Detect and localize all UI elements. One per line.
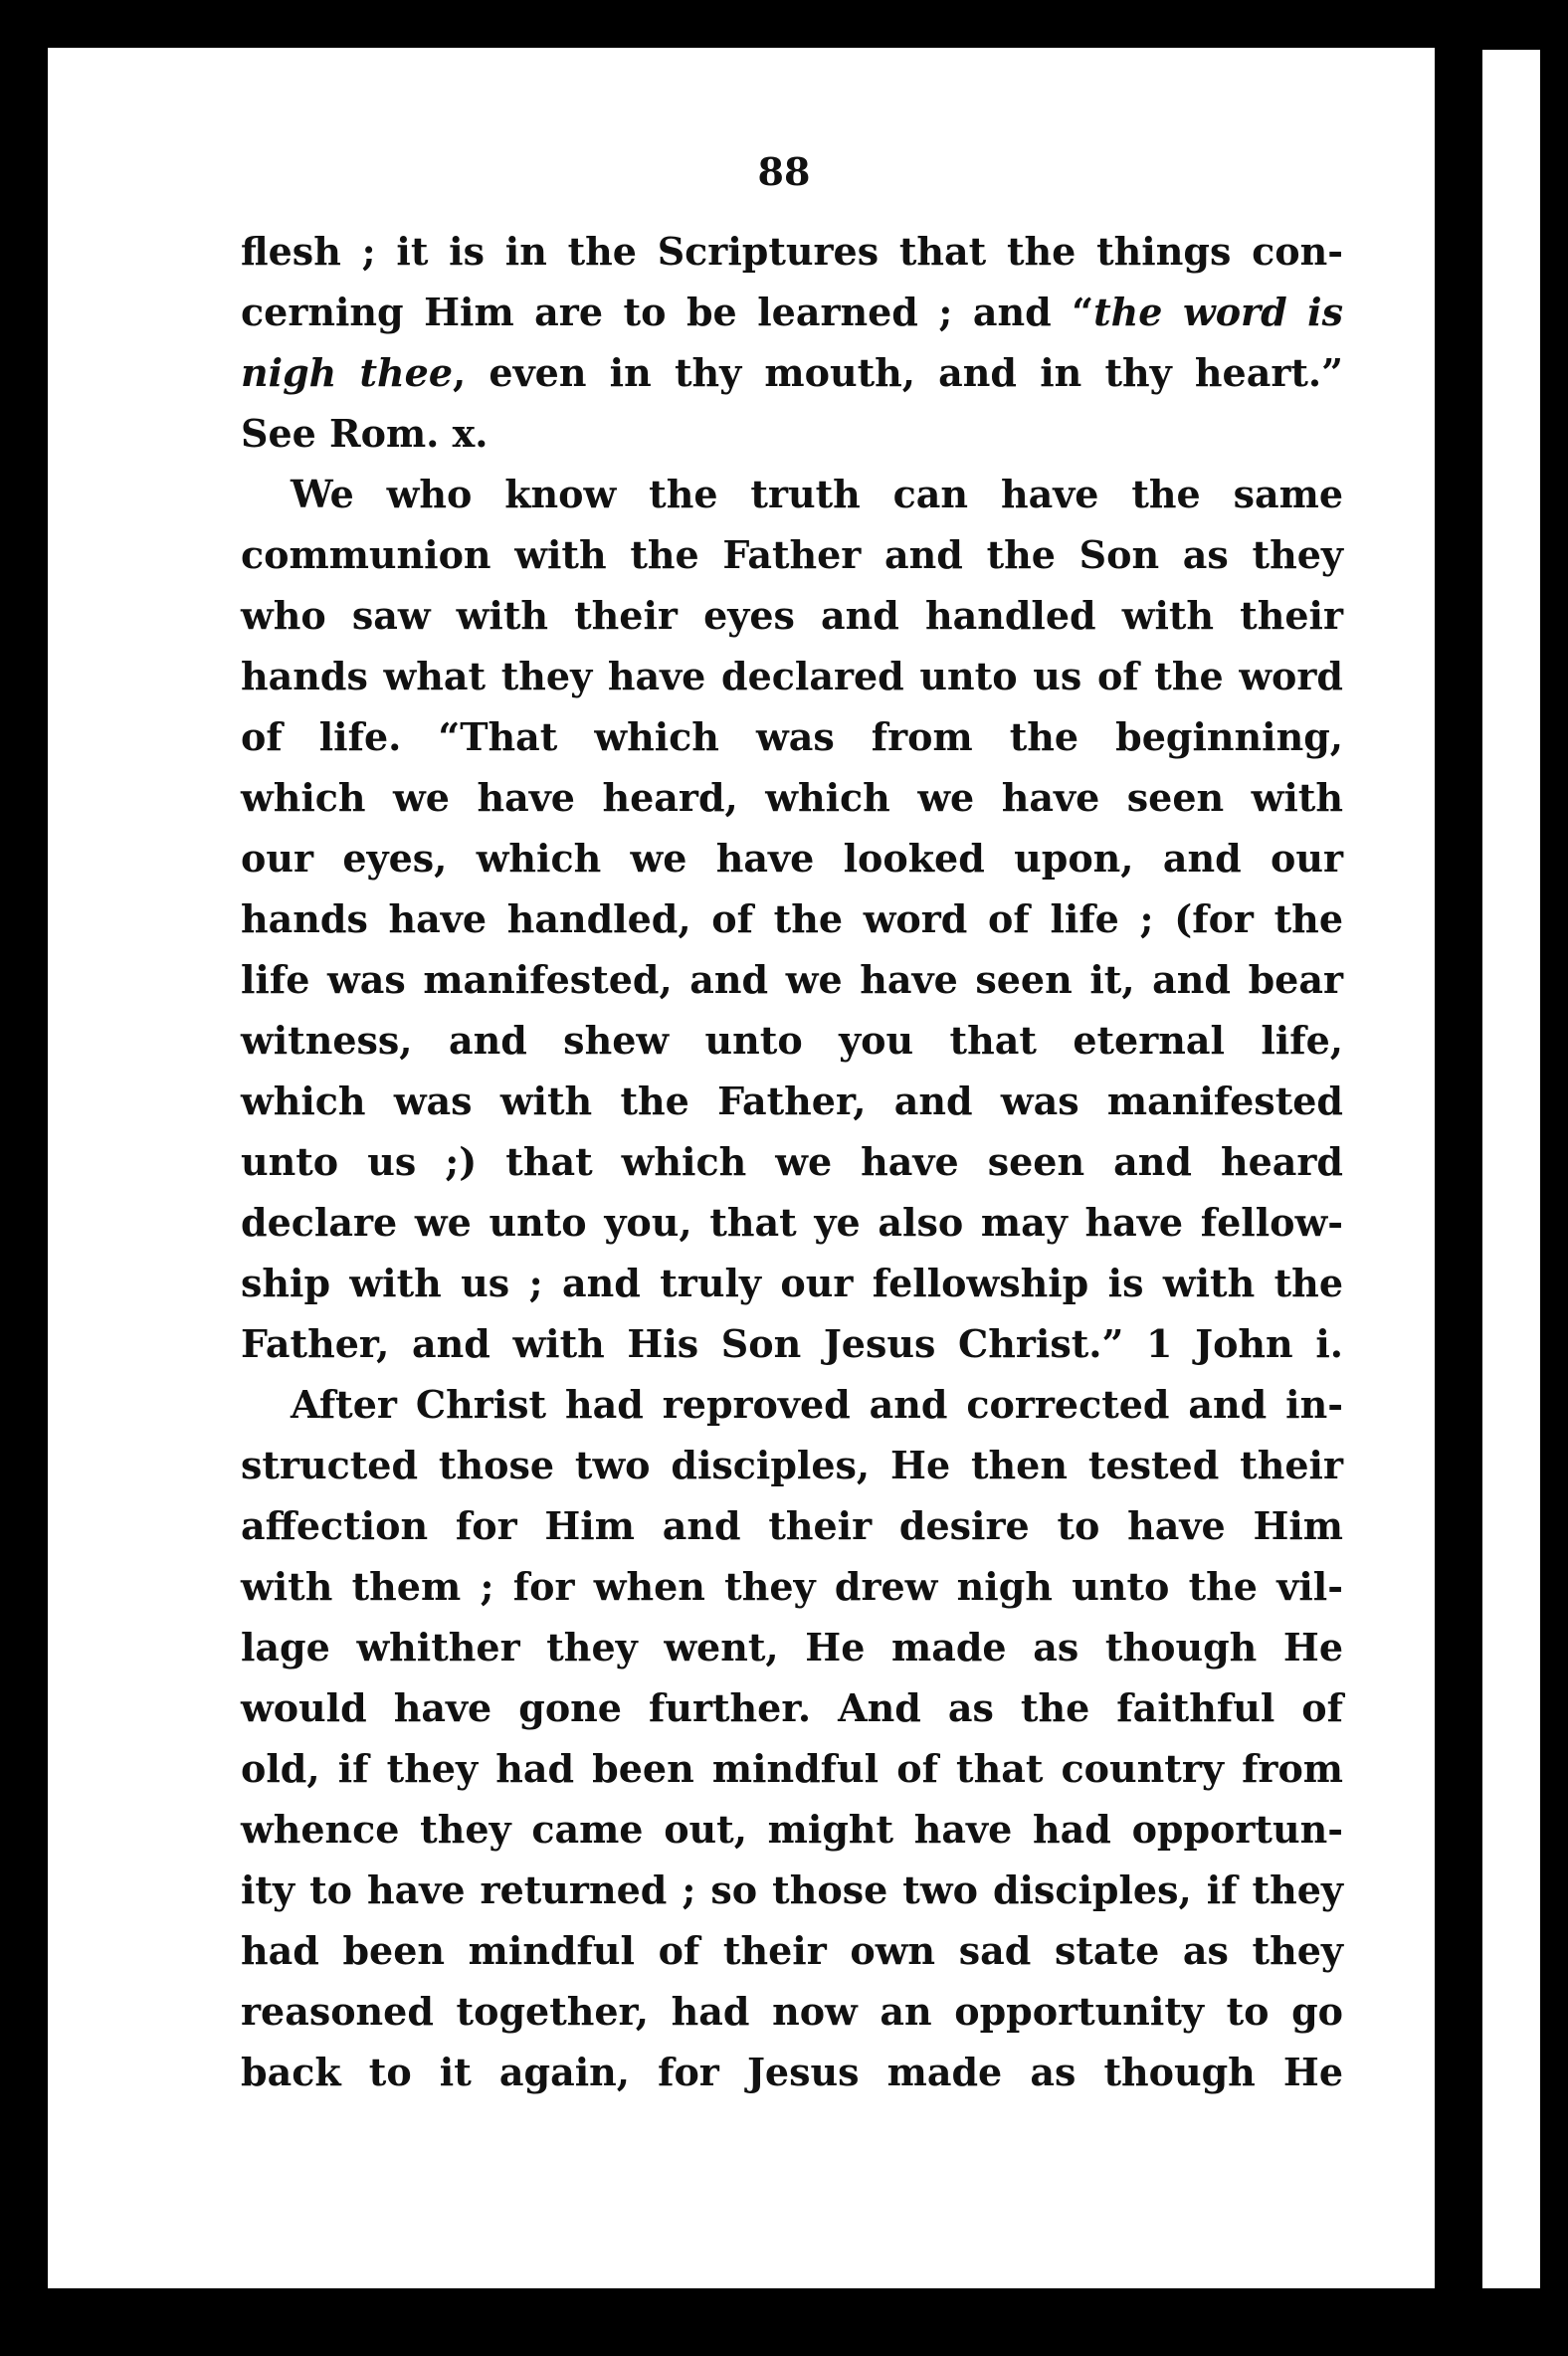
text-line [241, 1920, 1343, 1981]
text-line [241, 1435, 1343, 1495]
text-line [241, 767, 1343, 828]
line-text: cerning Him are to be learned ; and “ [241, 290, 1094, 334]
line-text: hands what they have declared unto us of the word [241, 654, 1343, 698]
line-text: hands have handled, of the word of life ; (for the [241, 896, 1343, 941]
text-line [241, 1071, 1343, 1131]
line-text: had been mindful of their own sad state as they [241, 1928, 1343, 1973]
line-text: lage whither they went, He made as though He [241, 1625, 1343, 1669]
line-text: with them ; for when they drew nigh unto the vil- [241, 1564, 1343, 1609]
line-text: of life. “That which was from the beginning, [241, 714, 1343, 759]
line-text: ship with us ; and truly our fellowship is with the [241, 1261, 1343, 1305]
line-text: After Christ had reproved and corrected and in- [291, 1382, 1343, 1427]
text-line [241, 1253, 1343, 1313]
text-line [241, 949, 1343, 1010]
line-text: unto us ;) that which we have seen and heard [241, 1139, 1343, 1184]
line-text: Father, and with His Son Jesus Christ.” 1 John i. [241, 1321, 1343, 1366]
line-text: structed those two disciples, He then tested their [241, 1443, 1343, 1487]
text-line [241, 1495, 1343, 1556]
line-text: See Rom. x. [241, 411, 489, 456]
line-text: which was with the Father, and was manifested [241, 1079, 1343, 1123]
text-line [241, 1131, 1343, 1192]
line-text: communion with the Father and the Son as they [241, 532, 1343, 577]
page-body-text [241, 221, 1343, 2102]
line-text: , even in thy mouth, and in thy heart.” [453, 350, 1343, 395]
line-text: witness, and shew unto you that eternal life, [241, 1018, 1343, 1063]
text-line [241, 706, 1343, 767]
line-text: whence they came out, might have had opportun- [241, 1807, 1343, 1852]
text-line [241, 524, 1343, 585]
line-text: who saw with their eyes and handled with their [241, 593, 1343, 638]
text-line [241, 403, 1343, 464]
text-line [241, 1556, 1343, 1617]
text-line [241, 1799, 1343, 1860]
text-line [241, 221, 1343, 282]
line-text: ity to have returned ; so those two disciples, if they [241, 1867, 1343, 1912]
text-line [241, 888, 1343, 949]
line-text: We who know the truth can have the same [291, 472, 1343, 516]
text-line [241, 828, 1343, 888]
text-line [241, 1617, 1343, 1677]
line-text: our eyes, which we have looked upon, and our [241, 836, 1343, 881]
line-text: which we have heard, which we have seen with [241, 775, 1343, 820]
text-line [241, 1192, 1343, 1253]
page-number: 88 [757, 149, 811, 194]
line-text: reasoned together, had now an opportunity to go [241, 1989, 1343, 2034]
line-text: affection for Him and their desire to have Him [241, 1503, 1343, 1548]
text-line [241, 1010, 1343, 1071]
text-line [241, 1677, 1343, 1738]
text-line [241, 2042, 1343, 2102]
line-text: life was manifested, and we have seen it, and bear [241, 957, 1343, 1002]
text-line [241, 585, 1343, 646]
text-line [241, 1374, 1343, 1435]
line-text: flesh ; it is in the Scriptures that the things con- [241, 229, 1343, 274]
line-text: would have gone further. And as the faithful of [241, 1685, 1343, 1730]
line-text: declare we unto you, that ye also may have fellow- [241, 1200, 1343, 1245]
adjacent-page-edge [1482, 50, 1540, 2288]
italic-text: the word is [1093, 290, 1344, 334]
line-text: back to it again, for Jesus made as though He [241, 2050, 1343, 2094]
text-line [241, 1981, 1343, 2042]
text-line [241, 646, 1343, 706]
italic-text: nigh thee [241, 350, 453, 395]
text-line [241, 282, 1343, 342]
text-line [241, 1738, 1343, 1799]
line-text: old, if they had been mindful of that country from [241, 1746, 1343, 1791]
text-line [241, 342, 1343, 403]
text-line [241, 1860, 1343, 1920]
text-line [241, 464, 1343, 524]
text-line [241, 1313, 1343, 1374]
